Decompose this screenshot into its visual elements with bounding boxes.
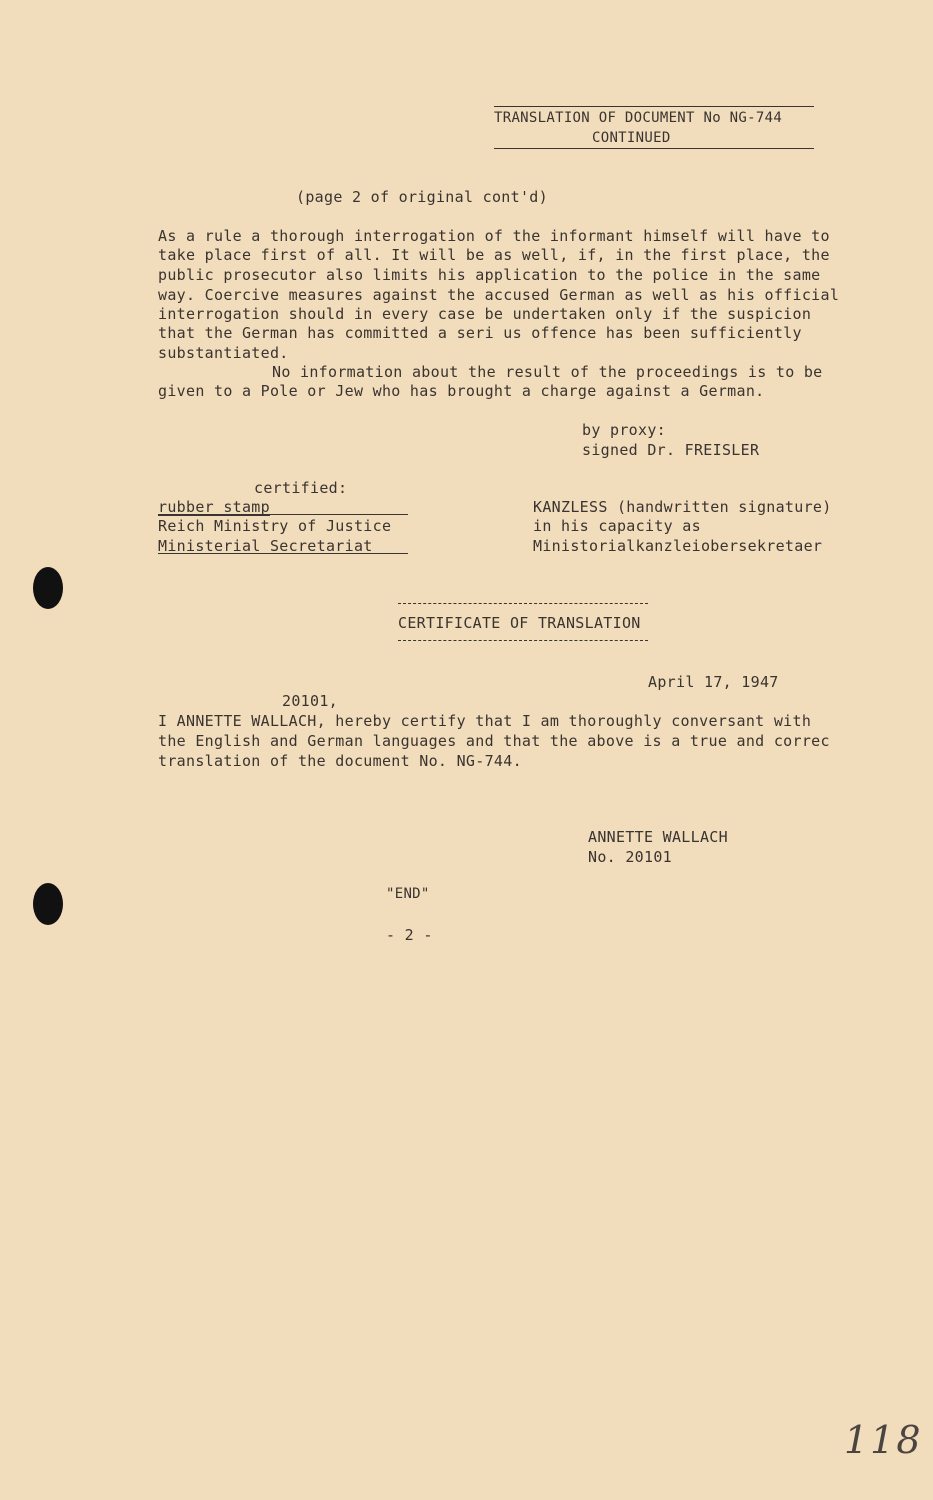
certified-label: certified:: [254, 479, 348, 497]
header-underline: [494, 148, 814, 149]
kanzleiss-title: Ministorialkanzleiobersekretaer: [533, 537, 823, 555]
reich-ministry: Reich Ministry of Justice: [158, 517, 392, 535]
certificate-date: April 17, 1947: [648, 673, 779, 691]
translator-number: No. 20101: [588, 848, 672, 866]
body-line: given to a Pole or Jew who has brought a charge against a German.: [158, 382, 765, 400]
signed-freisler: signed Dr. FREISLER: [582, 441, 760, 459]
stamp-underline: [158, 514, 408, 515]
body-line: No information about the result of the proceedings is to be: [272, 363, 823, 381]
certificate-line: translation of the document No. NG-744.: [158, 752, 522, 770]
page-number: - 2 -: [386, 926, 433, 944]
translator-name: ANNETTE WALLACH: [588, 828, 728, 846]
kanzleiss-signature: KANZLESS (handwritten signature): [533, 498, 832, 516]
certificate-line: I ANNETTE WALLACH, hereby certify that I am thoroughly conversant with: [158, 712, 812, 730]
certificate-title: CERTIFICATE OF TRANSLATION: [398, 614, 641, 632]
body-line: that the German has committed a seri us offence has been sufficiently: [158, 324, 802, 342]
page-note: (page 2 of original cont'd): [296, 188, 548, 206]
rubber-stamp: rubber stamp: [158, 498, 270, 516]
body-line: take place first of all. It will be as well, if, in the first place, the: [158, 246, 830, 264]
certificate-top-rule: [398, 603, 648, 604]
header-overline: [494, 106, 814, 107]
body-line: interrogation should in every case be undertaken only if the suspicion: [158, 305, 812, 323]
by-proxy: by proxy:: [582, 421, 666, 439]
punch-hole: [33, 567, 63, 609]
translator-number-insert: 20101,: [282, 692, 338, 710]
body-line: way. Coercive measures against the accused German as well as his official: [158, 286, 840, 304]
body-line: As a rule a thorough interrogation of the informant himself will have to: [158, 227, 830, 245]
handwritten-folio: 118: [844, 1418, 923, 1462]
punch-hole: [33, 883, 63, 925]
certificate-line: the English and German languages and that the above is a true and correc: [158, 732, 830, 750]
certificate-bottom-rule: [398, 640, 648, 641]
body-line: public prosecutor also limits his application to the police in the same: [158, 266, 821, 284]
end-mark: "END": [386, 886, 430, 902]
ministerial-secretariat: Ministerial Secretariat: [158, 537, 373, 555]
kanzleiss-capacity: in his capacity as: [533, 517, 701, 535]
secretariat-underline: [158, 553, 408, 554]
header-subtitle: CONTINUED: [592, 130, 671, 146]
body-line: substantiated.: [158, 344, 289, 362]
header-title: TRANSLATION OF DOCUMENT No NG-744: [494, 110, 783, 126]
